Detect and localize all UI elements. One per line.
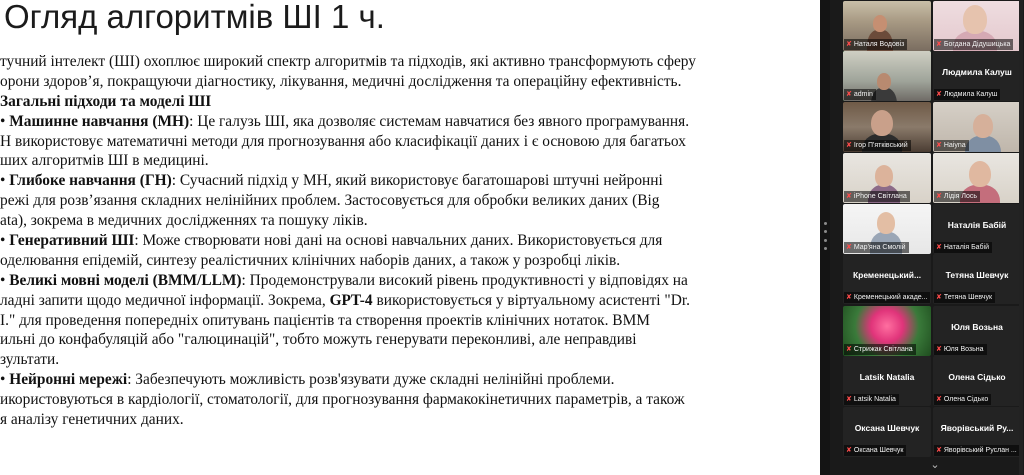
participant-display-name: Оксана Шевчук [854,423,920,433]
slide-bold-term: Великі мовні моделі (ВММ/LLM) [9,271,242,289]
participant-name-tag [844,445,906,456]
muted-mic-icon: ✘ [846,346,852,353]
muted-mic-icon: ✘ [846,142,852,149]
slide-text-line [0,271,820,291]
participant-name-label: Юля Возьна [943,346,984,353]
participant-name-label: Кременецький акаде... [853,294,928,301]
slide-text-line [0,72,820,92]
participant-display-name: Latsik Natalia [859,372,915,382]
muted-mic-icon: ✘ [936,346,942,353]
participant-name-label: Оксана Шевчук [853,447,904,454]
slide-bold-term: Машинне навчання (МН) [9,112,190,130]
participant-name-label: Лідія Лось [943,193,978,200]
participant-display-name: Яворівський Ру... [940,423,1014,433]
slide-text-fragment: ладні запити щодо медичної інформації. Зокрема, [0,291,330,309]
slide-text-fragment: ших алгоритмів ШІ в медицині. [0,152,209,170]
slide-bold-term: Генеративний ШІ [9,232,135,250]
participant-name-tag [844,140,911,151]
participant-display-name: Кременецький... [852,270,922,280]
participant-name-tag [934,445,1020,456]
participant-name-tag [934,394,991,405]
participant-name-tag [844,292,930,303]
slide-text-fragment: тучний інтелект (ШІ) охоплює широкий спектр алгоритмів та підходів, які активно трансформують сферу [0,53,696,70]
participant-name-tag [934,191,980,202]
slide-text-line [0,291,820,311]
participant-name-tag [934,292,995,303]
participant-name-label: Haiyna [943,142,966,149]
muted-mic-icon: ✘ [846,294,852,301]
slide-bold-term: Глибоке навчання (ГН) [9,172,172,190]
participant-face [871,110,893,136]
muted-mic-icon: ✘ [846,396,852,403]
slide-text-line [0,350,820,370]
resize-handle-icon[interactable] [822,222,828,250]
slide-text-line [0,112,820,132]
slide-text-fragment: використовується у віртуальному асистенті "Dr. [372,291,690,309]
participant-name-tag [934,89,1000,100]
participant-tile[interactable] [843,51,931,101]
slide-text-fragment: I." для проведення попередніх опитувань пацієнтів та створення проектів клінічних нотаток. ВММ [0,311,650,329]
participant-tile[interactable] [933,153,1021,203]
participant-name-tag [934,242,992,253]
slide-text-line [0,211,820,231]
participant-name-tag [844,89,876,100]
participant-name-label: Стрижак Світлана [853,346,913,353]
muted-mic-icon: ✘ [846,41,852,48]
participant-display-name: Олена Сідько [948,372,1006,382]
slide-bold-term: GPT-4 [329,291,373,309]
slide-text-fragment: : Продемонстрували високий рівень продуктивності у відповідях на [241,271,688,289]
chevron-down-icon[interactable]: ⌄ [930,458,940,471]
slide-text-line [0,132,820,152]
participant-name-label: Яворівський Руслан ... [943,447,1017,454]
participant-tile[interactable] [843,306,931,356]
slide-text-line [0,52,820,72]
participant-display-name: Наталія Бабій [947,220,1007,230]
participant-name-label: Ігор П'ятківський [853,142,908,149]
participant-name-label: iPhone Світлана [853,193,907,200]
participant-tile[interactable] [843,254,931,304]
slide-text-line [0,311,820,331]
slide-title: Огляд алгоритмів ШІ 1 ч. [4,0,385,35]
participant-name-label: admin [853,91,873,98]
muted-mic-icon: ✘ [936,91,942,98]
slide-text-line [0,231,820,251]
participant-tile[interactable] [843,356,931,406]
slide-text-fragment: режі для розв’язання складних нелінійних проблем. Застосовується для обробки великих даних (Big [0,192,660,210]
participant-tile[interactable] [843,1,931,51]
muted-mic-icon: ✘ [846,193,852,200]
slide-text-fragment: : Це галузь ШІ, яка дозволяє системам навчатися без явного програмування. [189,112,690,130]
participant-name-tag [844,344,916,355]
slide-text-fragment: оделювання епідемій, синтезу реалістичних клінічних наборів даних, а також у розробці ліків. [0,251,621,269]
participant-tile[interactable] [933,204,1021,254]
slide-text-line [0,410,820,430]
participant-name-label: Богдана Дідушицька [943,41,1011,48]
muted-mic-icon: ✘ [936,142,942,149]
slide-text-fragment: • [0,172,10,190]
participant-name-tag [844,242,909,253]
participant-tile[interactable] [843,153,931,203]
participant-name-label: Мар'яна Смолій [853,244,906,251]
participant-tile[interactable] [933,407,1021,457]
participant-tile[interactable] [843,407,931,457]
muted-mic-icon: ✘ [936,244,942,251]
slide-bold-term: Нейронні мережі [9,371,128,389]
slide-text-line [0,171,820,191]
slide-text-fragment: Н використовує математичні методи для прогнозування або класифікації даних і є основою для багатьох [0,132,686,150]
participant-face [963,5,987,34]
slide-text-line [0,251,820,271]
participant-name-tag [844,191,910,202]
participant-name-label: Олена Сідько [943,396,989,403]
muted-mic-icon: ✘ [936,294,942,301]
participant-tile[interactable] [933,306,1021,356]
participant-display-name: Людмила Калуш [942,67,1012,77]
slide-text-fragment: я аналізу генетичних даних. [0,411,184,429]
slide-text-fragment: • [0,371,10,389]
participant-face [873,15,887,32]
participant-name-label: Наталя Водовіз [853,41,905,48]
participant-face [969,161,991,187]
participant-face [877,212,895,234]
participant-face [877,73,891,90]
participant-name-tag [934,39,1013,50]
participant-name-label: Тетяна Шевчук [943,294,993,301]
participant-tile[interactable] [843,204,931,254]
muted-mic-icon: ✘ [936,396,942,403]
participant-name-tag [844,394,899,405]
participant-name-label: Наталія Бабій [943,244,990,251]
slide-text-fragment: ata), зокрема в медичних дослідженнях та пошуку ліків. [0,212,368,230]
slide-text-fragment: орони здоров’я, покращуючи діагностику, лікування, медичні дослідження та операційну ефективність. [0,72,682,90]
muted-mic-icon: ✘ [846,91,852,98]
slide-text-line [0,92,820,112]
participants-panel [820,0,1024,475]
slide-text-fragment: икористовуються в кардіології, стоматології, для прогнозування фармакокінетичних параметрів, а також [0,391,685,409]
participant-face [875,165,893,187]
participant-tile[interactable] [933,102,1021,152]
participant-display-name: Тетяна Шевчук [945,270,1009,280]
muted-mic-icon: ✘ [936,447,942,454]
slide-text-fragment: ильні до конфабуляцій або "галюцинацій", тобто можуть генерувати переконливі, але неправдиві [0,331,637,349]
slide-text-fragment: : Може створювати нові дані на основі навчальних даних. Використовується для [134,232,663,250]
slide-text-fragment: • [0,232,10,250]
participant-name-tag [934,140,969,151]
slide-text-fragment: : Сучасний підхід у МН, який використовує багатошарові штучні нейронні [171,172,663,190]
participant-name-tag [844,39,907,50]
slide-text-line [0,390,820,410]
muted-mic-icon: ✘ [936,193,942,200]
participant-face [973,114,993,138]
participant-tile[interactable] [933,254,1021,304]
slide-text-line [0,151,820,171]
participant-display-name: Юля Возьна [951,322,1003,332]
participant-name-tag [934,344,987,355]
participant-tile[interactable] [933,356,1021,406]
slide-text-fragment: • [0,271,10,289]
slide-text-fragment: • [0,112,10,130]
panel-scrollbar[interactable] [1019,0,1023,475]
participant-tile[interactable] [843,102,931,152]
muted-mic-icon: ✘ [846,447,852,454]
slide-text-fragment: : Забезпечують можливість розв'язувати дуже складні нелінійні проблеми. [127,371,615,389]
slide-text-fragment: зультати. [0,351,60,369]
muted-mic-icon: ✘ [936,41,942,48]
slide-text-line [0,330,820,350]
participant-tile[interactable] [933,51,1021,101]
slide-text-line [0,370,820,390]
participant-name-label: Людмила Калуш [943,91,998,98]
slide-text-line [0,191,820,211]
participant-tile[interactable] [933,1,1021,51]
panel-divider[interactable] [820,0,830,475]
muted-mic-icon: ✘ [846,244,852,251]
participant-silhouette [965,136,1001,152]
participant-name-label: Latsik Natalia [853,396,896,403]
slide-body [0,52,820,430]
slide-bold-term: Загальні підходи та моделі ШІ [0,92,212,110]
